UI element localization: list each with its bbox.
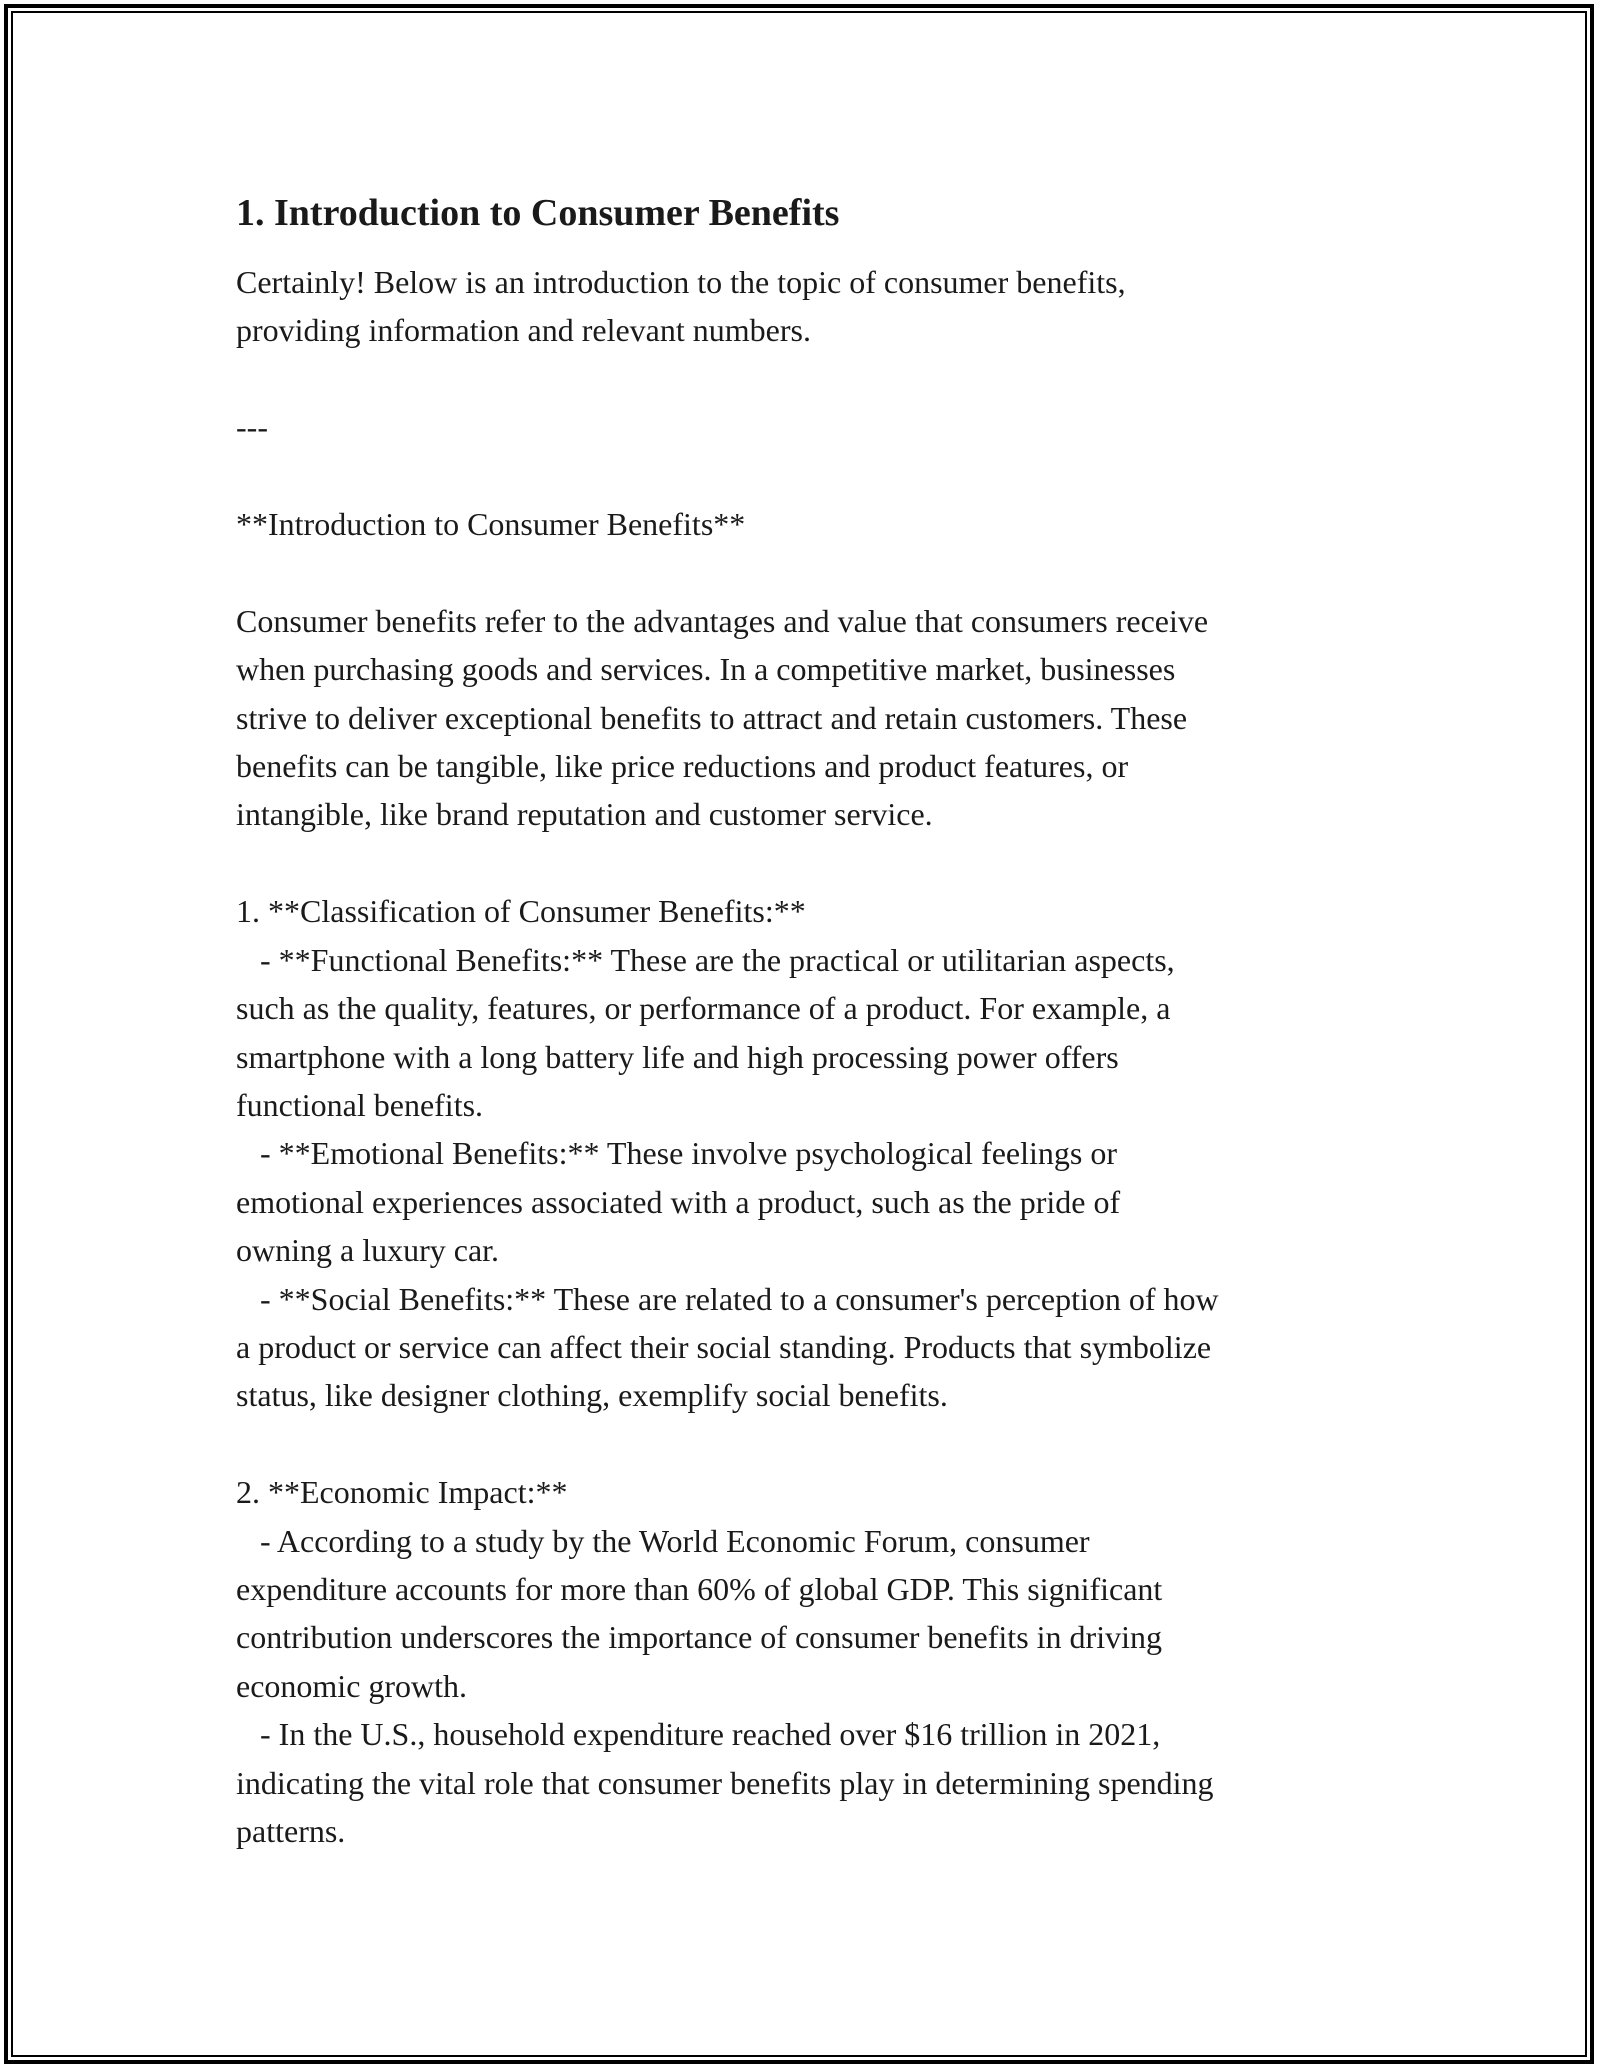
section-heading: 1. Introduction to Consumer Benefits	[236, 192, 840, 234]
document-body-text: Certainly! Below is an introduction to the topic of consumer benefits, providing information and relevant numbers. --- **Introduction to Consumer Benefits** Consumer benefits refer to the advantages and value that consumers receive when purchasing goods and services. In a competitive market, businesses strive to deliver exceptional benefits to attract and retain customers. These benefits can be tangible, like price reductions and product features, or intangible, like brand reputation and customer service. 1. **Classification of Consumer Benefits:** - **Functional Benefits:** These are the practical or utilitarian aspects, such as the quality, features, or performance of a product. For example, a smartphone with a long battery life and high processing power offers functional benefits. - **Emotional Benefits:** These involve psychological feelings or emotional experiences associated with a product, such as the pride of owning a luxury car. - **Social Benefits:** These are related to a consumer's perception of how a product or service can affect their social standing. Products that symbolize status, like designer clothing, exemplify social benefits. 2. **Economic Impact:** - According to a study by the World Economic Forum, consumer expenditure accounts for more than 60% of global GDP. This significant contribution underscores the importance of consumer benefits in driving economic growth. - In the U.S., household expenditure reached over $16 trillion in 2021, indicating the vital role that consumer benefits play in determining spending patterns.	[236, 264, 1219, 1849]
document-page	[236, 186, 1396, 1855]
